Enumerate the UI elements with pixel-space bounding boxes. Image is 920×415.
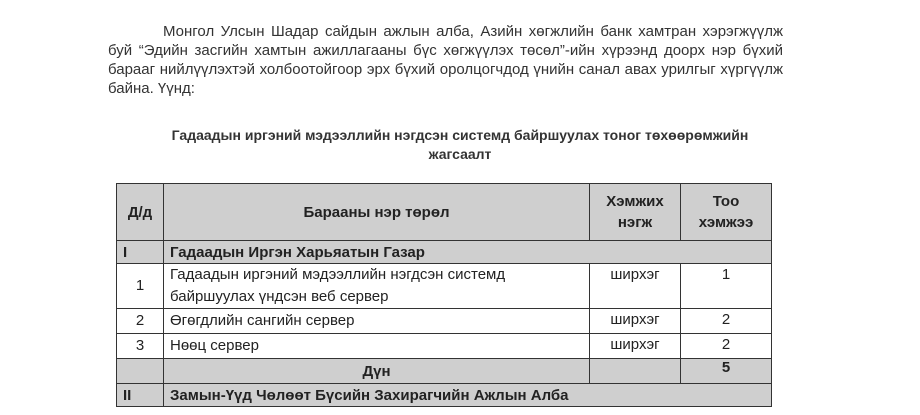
intro-text: Монгол Улсын Шадар сайдын ажлын алба, Азийн хөгжлийн банк хамтран хэрэгжүүлж буй “Эдийн засгийн хамтын ажиллагааны бүс хөгжүүлэх төсөл”-ийн хүрээнд доорх нэр бүхий барааг нийлүүлэхтэй холбоотойгоор эрх бүхий оролцогчдод үнийн санал авах урилгыг хүргүүлж байна. Үүнд: (108, 23, 783, 97)
row-unit: ширхэг (590, 334, 681, 359)
table-row (117, 264, 772, 309)
row-no: 2 (117, 309, 164, 334)
table-title: Гадаадын иргэний мэдээллийн нэгдсэн системд байршуулах тоног төхөөрөмжийн жагсаалт (171, 127, 749, 162)
header-no: Д/д (117, 184, 164, 241)
table-row (117, 309, 772, 334)
row-name: Нөөц сервер (164, 334, 590, 359)
row-unit: ширхэг (590, 309, 681, 334)
section-1-no: I (117, 241, 164, 264)
section-1-title: Гадаадын Иргэн Харьяатын Газар (164, 241, 772, 264)
row-qty: 2 (681, 309, 772, 334)
row-no: 1 (117, 264, 164, 309)
row-no: 3 (117, 334, 164, 359)
section-row-2 (117, 384, 772, 407)
table-row (117, 334, 772, 359)
total-label: Дүн (164, 359, 590, 384)
total-qty: 5 (681, 359, 772, 384)
row-unit: ширхэг (590, 264, 681, 309)
header-unit: Хэмжих нэгж (590, 184, 681, 241)
section-row-1 (117, 241, 772, 264)
row-name: Өгөгдлийн сангийн сервер (164, 309, 590, 334)
row-name: Гадаадын иргэний мэдээллийн нэгдсэн системд байршуулах үндсэн веб сервер (164, 264, 590, 309)
row-qty: 1 (681, 264, 772, 309)
header-name: Барааны нэр төрөл (164, 184, 590, 241)
total-empty-unit (590, 359, 681, 384)
header-qty: Тоо хэмжээ (681, 184, 772, 241)
equipment-table (116, 183, 772, 407)
total-row (117, 359, 772, 384)
section-2-title: Замын-Үүд Чөлөөт Бүсийн Захирагчийн Ажлын Алба (164, 384, 772, 407)
row-qty: 2 (681, 334, 772, 359)
total-empty-no (117, 359, 164, 384)
table-header-row (117, 184, 772, 241)
intro-paragraph (108, 22, 783, 98)
section-2-no: II (117, 384, 164, 407)
